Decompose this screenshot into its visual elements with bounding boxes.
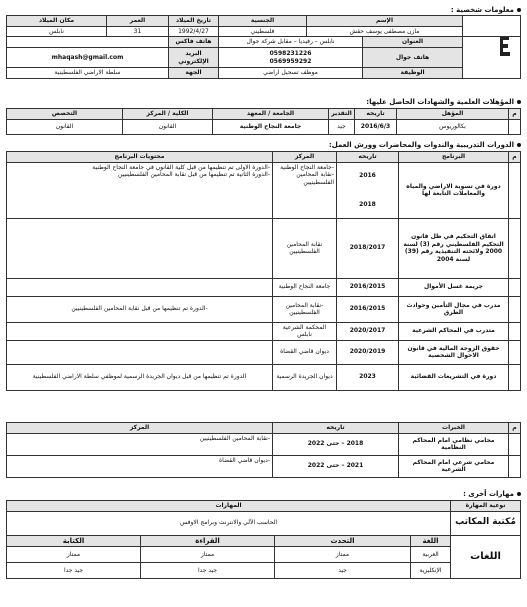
language-row: العربية ممتاز ممتاز ممتاز <box>7 547 521 563</box>
nationality-header: الجنسية <box>219 16 307 27</box>
personal-section-title: معلومات شخصية : <box>451 6 521 14</box>
courses-table <box>6 151 521 391</box>
course-row: مدرب في مجال التأمين وحوادث الطرق 2016/2015 -نقابة المحامين الفلسطينيين -الدورة تم تنظيمها من قبل نقابة المحامين الفلسطينيين <box>7 296 521 322</box>
address-value: نابلس – رفيديا – مقابل شركة جوال <box>219 37 363 48</box>
address-header: العنوان <box>363 37 463 48</box>
courses-section-title: الدورات التدريبية والندوات والمحاضرات وورش العمل: <box>329 141 521 149</box>
pob-value: نابلس <box>7 26 107 37</box>
course-row: اتفاق التحكيم في ظل قانون التحكيم الفلسطيني رقم (3) لسنة 2000 ولائحته التنفيذية رقم (39) لسنة 2004 2018/2017 نقابة المحامين الفلسطينيين <box>7 218 521 278</box>
email-header: البريد الإلكتروني <box>169 48 219 68</box>
experience-table <box>6 422 521 478</box>
fax-value <box>7 37 169 48</box>
email-value[interactable]: mhaqash@gmail.com <box>7 48 169 68</box>
employer-value: سلطة الاراضي الفلسطينية <box>7 68 169 79</box>
experience-row: محامي نظامي امام المحاكم النظامية 2018 – حتى 2022 -نقابة المحامين الفلسطينيين <box>7 433 521 455</box>
course-row: جريمة غسل الأموال 2016/2015 جامعة النجاح الوطنية <box>7 278 521 296</box>
job-header: الوظيفة <box>363 68 463 79</box>
course-row: دورة في التشريعات القضائية 2023 ديوان الجريدة الرسمية الدورة تم تنظيمها من قبل ديوان الجريدة الرسمية لموظفي سلطة الاراضي الفلسطينية <box>7 364 521 390</box>
mobile-value: 0598231226 0569959292 <box>219 48 363 68</box>
name-value: مازن مصطفى يوسف حقش <box>307 26 463 37</box>
office-skill-value: الحاسب الآلي والانترنت وبرامج الاوفس <box>7 511 451 535</box>
employer-header: الجهة <box>169 68 219 79</box>
skill-type-header: نوعية المهارة <box>451 501 521 512</box>
dob-value: 1992/4/27 <box>169 26 219 37</box>
course-row: متدرب في المحاكم الشرعية 2020/2017 المحكمة الشرعية نابلس <box>7 322 521 340</box>
courses-header-row: م البرنامج تاريخه المركز محتويات البرنامج <box>7 152 521 163</box>
education-header-row: م المؤهل تاريخه التقدير الجامعة / المعهد الكلية / المركز التخصص <box>7 109 521 120</box>
experience-header-row: م الخبرات تاريخه المركز <box>7 423 521 434</box>
languages-label: اللغات <box>451 535 521 579</box>
course-row: دورة في تسوية الاراضي والمياه والمعاملات التابعة لها 2016 2018 -جامعة النجاح الوطنية -نقابة المحامين الفلسطينيين -الدورة الاولى تم تنظيمها من قبل كلية القانون في جامعة النجاح الوطنية -الدورة الثانية تم تنظيمها من قبل نقابة المحامين الفلسطينيين <box>7 162 521 218</box>
skills-header: المهارات <box>7 501 451 512</box>
age-value: 31 <box>107 26 169 37</box>
nationality-value: فلسطيني <box>219 26 307 37</box>
office-skill-label: مُكتبة المكاتب <box>451 511 521 535</box>
skills-table: نوعية المهارة المهارات مُكتبة المكاتب الحاسب الآلي والانترنت وبرامج الاوفس اللغات اللغة التحدث القراءة الكتابة العربية ممتاز ممتاز ممتاز الإنكليزية جيد جيد جدا جيد جدا <box>6 500 521 579</box>
fax-header: هاتف فاكس <box>169 37 219 48</box>
pob-header: مكان الميلاد <box>7 16 107 27</box>
personal-table <box>6 15 521 79</box>
course-row: حقوق الزوجة المالية في قانون الاحوال الشخصية 2020/2019 ديوان قاضي القضاة <box>7 340 521 364</box>
skills-section-title: مهارات أخرى : <box>463 490 521 498</box>
experience-row: محامي شرعي امام المحاكم الشرعية 2021 – حتى 2022 -ديوان قاضي القضاة <box>7 455 521 477</box>
education-section-title: المؤهلات العلمية والشهادات الحاصل عليها: <box>366 98 521 106</box>
age-header: العمر <box>107 16 169 27</box>
job-value: موظف تسجيل اراضي <box>219 68 363 79</box>
education-row: بكالوريوس 2016/6/3 جيد جامعة النجاح الوطنية القانون القانون <box>7 119 521 134</box>
name-header: الإسم <box>307 16 463 27</box>
dob-header: تاريخ الميلاد <box>169 16 219 27</box>
language-row: الإنكليزية جيد جيد جدا جيد جدا <box>7 563 521 579</box>
mobile-header: هاتف جوال <box>363 48 463 68</box>
education-table <box>6 108 521 135</box>
